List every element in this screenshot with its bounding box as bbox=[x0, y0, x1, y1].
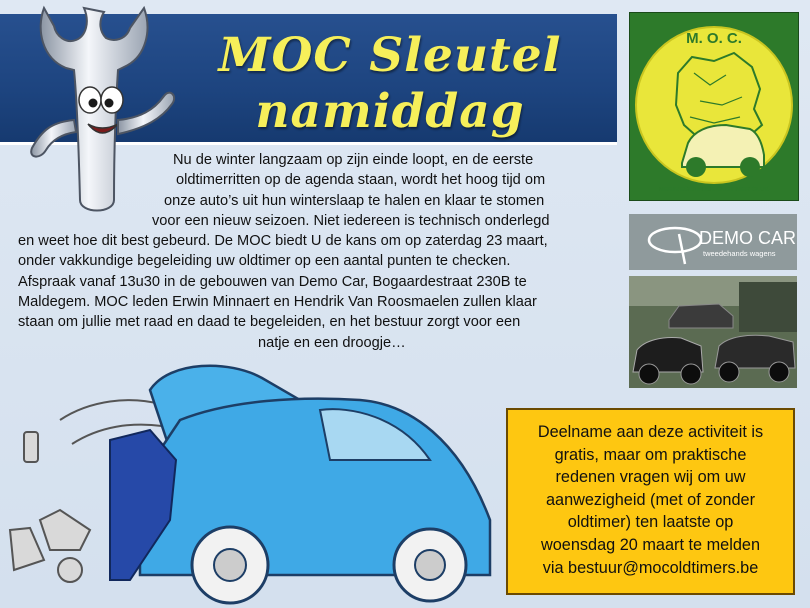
demo-car-tagline: tweedehands wagens bbox=[703, 249, 776, 258]
intro-line: onze auto’s uit hun winterslaap te halen en klaar te stomen bbox=[164, 192, 545, 209]
title-line-1: MOC Sleutel bbox=[218, 28, 562, 83]
notice-line: aanwezigheid (met of zonder bbox=[545, 490, 756, 509]
page-title bbox=[170, 28, 610, 140]
moc-logo-icon bbox=[630, 13, 798, 200]
demo-car-logo-icon bbox=[629, 214, 797, 270]
notice-line: redenen vragen wij om uw bbox=[555, 468, 746, 487]
demo-car-logo bbox=[629, 214, 797, 270]
intro-paragraph bbox=[18, 150, 618, 353]
oldtimers-photo bbox=[629, 276, 797, 388]
intro-line: onder vakkundige begeleiding uw oldtimer op een aantal punten te checken. bbox=[18, 253, 511, 270]
moc-logo bbox=[629, 12, 799, 201]
registration-notice bbox=[506, 408, 795, 595]
intro-line: natje en een droogje… bbox=[258, 334, 406, 351]
intro-line: Maldegem. MOC leden Erwin Minnaert en Hendrik Van Roosmaelen zullen klaar bbox=[18, 294, 537, 311]
notice-line: Deelname aan deze activiteit is bbox=[537, 423, 764, 441]
title-line-2: namiddag bbox=[255, 84, 525, 139]
intro-line: Nu de winter langzaam op zijn einde loopt, en de eerste bbox=[173, 152, 534, 168]
mechanic-car-illustration bbox=[0, 360, 500, 608]
moc-logo-top-text: M. O. C. bbox=[686, 30, 742, 47]
intro-line: voor een nieuw seizoen. Niet iedereen is technisch onderlegd bbox=[152, 212, 550, 229]
notice-line: oldtimer) ten laatste op bbox=[567, 513, 734, 532]
intro-line: oldtimerritten op de agenda staan, wordt het hoog tijd om bbox=[176, 172, 546, 189]
demo-car-name: DEMO CAR bbox=[699, 228, 797, 248]
notice-email-line[interactable]: via bestuur@mocoldtimers.be bbox=[542, 558, 759, 577]
notice-line: gratis, maar om praktische bbox=[554, 445, 747, 464]
intro-line: Afspraak vanaf 13u30 in de gebouwen van Demo Car, Bogaardestraat 230B te bbox=[18, 273, 527, 290]
oldtimers-photo-image bbox=[629, 276, 797, 388]
intro-line: en weet hoe dit best gebeurd. De MOC biedt U de kans om op zaterdag 23 maart, bbox=[18, 233, 548, 250]
moc-logo-bottom-text: MEETJESLANDSE OLDTIMER CLUB bbox=[658, 186, 770, 193]
notice-line: woensdag 20 maart te melden bbox=[540, 535, 761, 554]
intro-line: staan om jullie met raad en daad te begeleiden, en het bestuur zorgt voor een bbox=[18, 314, 521, 331]
